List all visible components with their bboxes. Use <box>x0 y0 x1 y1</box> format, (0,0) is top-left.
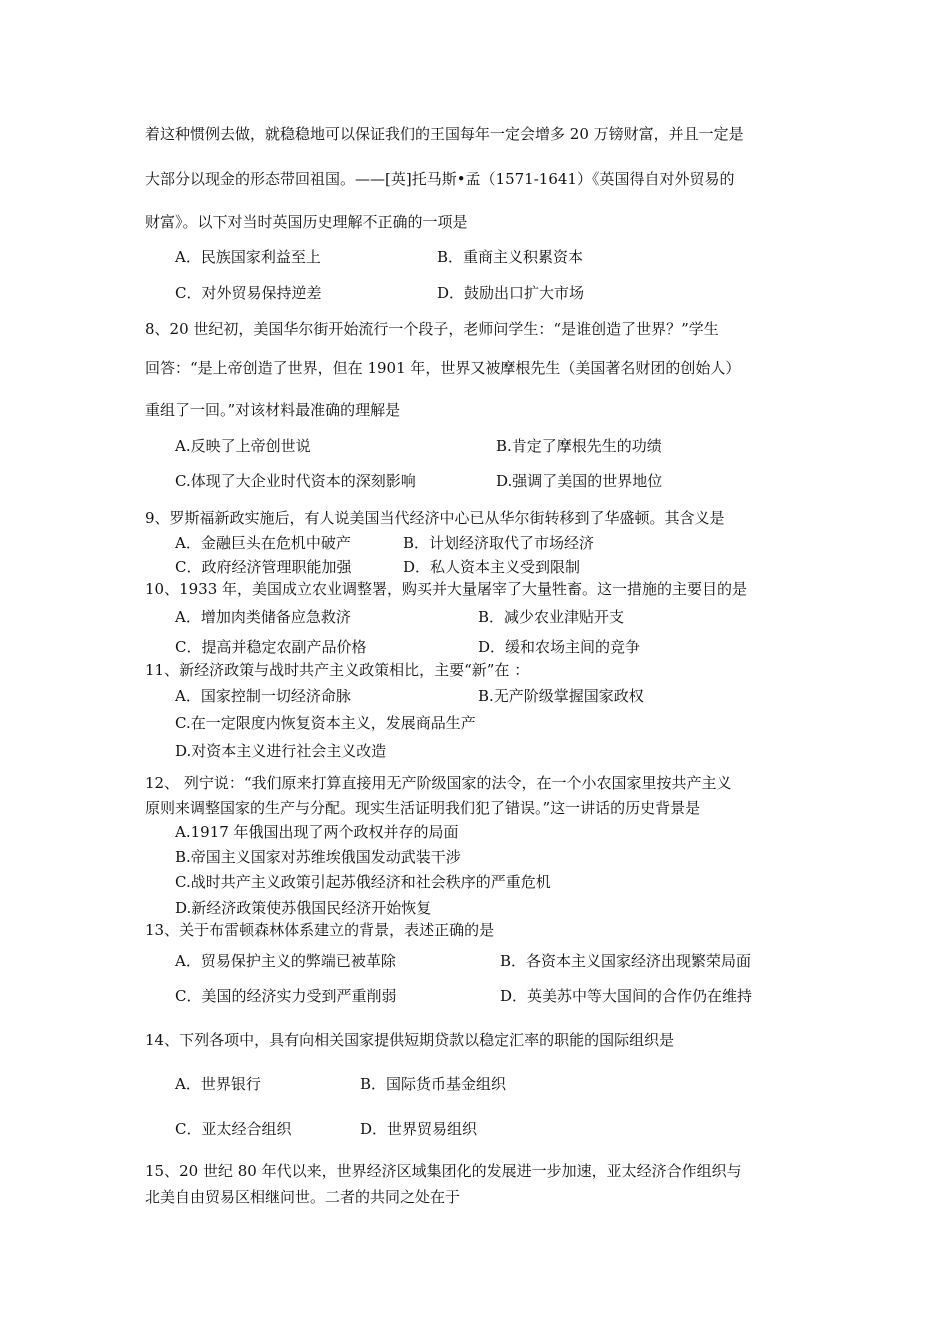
q12-option-a: A.1917 年俄国出现了两个政权并存的局面 <box>175 823 459 841</box>
q14-option-a: A．世界银行 <box>175 1075 261 1093</box>
q8-stem-line-3: 重组了一回。”对该材料最准确的理解是 <box>145 401 401 419</box>
q13-stem: 13、关于布雷顿森林体系建立的背景，表述正确的是 <box>145 921 495 939</box>
q8-option-b: B.肯定了摩根先生的功绩 <box>496 437 662 455</box>
q8-stem-line-1: 8、20 世纪初，美国华尔街开始流行一个段子，老师问学生：“是谁创造了世界？”学生 <box>145 320 719 338</box>
q11-stem: 11、新经济政策与战时共产主义政策相比，主要“新”在 ： <box>145 661 530 679</box>
q14-option-c: C．亚太经合组织 <box>175 1120 292 1138</box>
q9-option-a: A．金融巨头在危机中破产 <box>175 534 351 552</box>
q7-stem-line-2: 大部分以现金的形态带回祖国。——[英]托马斯•孟（1571-1641）《英国得自对外贸易的 <box>145 170 735 188</box>
q9-stem: 9、罗斯福新政实施后，有人说美国当代经济中心已从华尔街转移到了华盛顿。其含义是 <box>145 509 725 527</box>
q12-option-b: B.帝国主义国家对苏维埃俄国发动武装干涉 <box>175 848 461 866</box>
q12-option-d: D.新经济政策使苏俄国民经济开始恢复 <box>175 899 432 917</box>
q15-stem-line-1: 15、20 世纪 80 年代以来，世界经济区域集团化的发展进一步加速，亚太经济合作组织与 <box>145 1162 742 1180</box>
q9-option-c: C．政府经济管理职能加强 <box>175 558 352 576</box>
q14-stem: 14、下列各项中，具有向相关国家提供短期贷款以稳定汇率的职能的国际组织是 <box>145 1031 675 1049</box>
q12-stem-line-2: 原则来调整国家的生产与分配。现实生活证明我们犯了错误。”这一讲话的历史背景是 <box>145 799 701 817</box>
q7-option-d: D．鼓励出口扩大市场 <box>437 284 585 302</box>
q8-option-c: C.体现了大企业时代资本的深刻影响 <box>175 472 416 490</box>
q15-stem-line-2: 北美自由贸易区相继问世。二者的共同之处在于 <box>145 1188 461 1206</box>
q7-option-a: A．民族国家利益至上 <box>175 248 321 266</box>
q13-option-d: D．英美苏中等大国间的合作仍在维持 <box>500 987 753 1005</box>
q13-option-b: B．各资本主义国家经济出现繁荣局面 <box>500 952 752 970</box>
q8-stem-line-2: 回答：“是上帝创造了世界，但在 1901 年，世界又被摩根先生（美国著名财团的创始人） <box>145 359 741 377</box>
q12-option-c: C.战时共产主义政策引起苏俄经济和社会秩序的严重危机 <box>175 873 551 891</box>
q8-option-a: A.反映了上帝创世说 <box>175 437 311 455</box>
q7-option-b: B．重商主义积累资本 <box>437 248 584 266</box>
q7-stem-line-1: 着这种惯例去做，就稳稳地可以保证我们的王国每年一定会增多 20 万镑财富，并且一定是 <box>145 125 744 143</box>
q10-option-b: B．减少农业津贴开支 <box>478 608 625 626</box>
q10-option-d: D．缓和农场主间的竞争 <box>478 638 641 656</box>
q7-option-c: C．对外贸易保持逆差 <box>175 284 322 302</box>
q14-option-b: B．国际货币基金组织 <box>360 1075 507 1093</box>
q14-option-d: D．世界贸易组织 <box>360 1120 478 1138</box>
q10-option-a: A．增加肉类储备应急救济 <box>175 608 351 626</box>
q11-option-a: A．国家控制一切经济命脉 <box>175 687 351 705</box>
q11-option-b: B.无产阶级掌握国家政权 <box>478 687 644 705</box>
q7-stem-line-3: 财富》。以下对当时英国历史理解不正确的一项是 <box>145 213 468 231</box>
q11-option-d: D.对资本主义进行社会主义改造 <box>175 742 387 760</box>
q8-option-d: D.强调了美国的世界地位 <box>496 472 663 490</box>
q10-stem: 10、1933 年，美国成立农业调整署，购买并大量屠宰了大量牲畜。这一措施的主要目的是 <box>145 580 748 598</box>
q9-option-b: B．计划经济取代了市场经济 <box>403 534 595 552</box>
q10-option-c: C．提高并稳定农副产品价格 <box>175 638 367 656</box>
q13-option-c: C．美国的经济实力受到严重削弱 <box>175 987 397 1005</box>
q12-stem-line-1: 12、 列宁说：“我们原来打算直接用无产阶级国家的法令，在一个小农国家里按共产主义 <box>145 774 732 792</box>
q11-option-c: C.在一定限度内恢复资本主义，发展商品生产 <box>175 714 476 732</box>
q13-option-a: A．贸易保护主义的弊端已被革除 <box>175 952 396 970</box>
q9-option-d: D．私人资本主义受到限制 <box>403 558 581 576</box>
